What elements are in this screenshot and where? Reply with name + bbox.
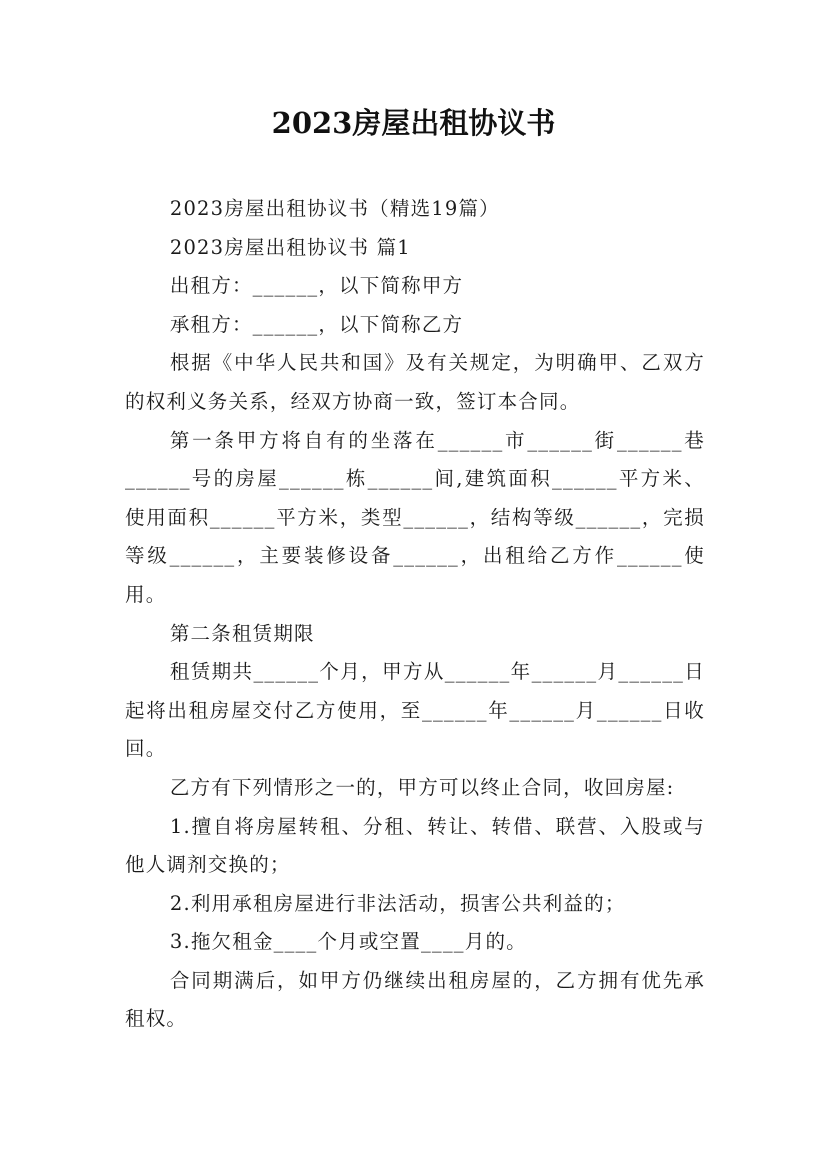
lessee-line: 承租方：______，以下简称乙方	[169, 312, 464, 336]
subtitle-paragraph: 2023房屋出租协议书（精选19篇）	[169, 197, 500, 220]
article-1-paragraph: 第一条甲方将自有的坐落在______市______街______巷______号的房屋______栋______间,建筑面积______平方米、使用面积______平方米，类型______，结构等级______，完损等级______，主要装修设备______，出租给乙方作______使用。	[125, 428, 705, 606]
lessor-line: 出租方：______，以下简称甲方	[169, 274, 464, 298]
preamble-paragraph: 根据《中华人民共和国》及有关规定，为明确甲、乙双方的权利义务关系，经双方协商一致，签订本合同。	[125, 351, 705, 413]
document-body	[125, 190, 705, 1039]
document-title: 2023房屋出租协议书	[271, 106, 556, 140]
termination-intro-paragraph: 乙方有下列情形之一的，甲方可以终止合同，收回房屋:	[169, 775, 675, 799]
termination-item-1: 1.擅自将房屋转租、分租、转让、转借、联营、入股或与他人调剂交换的；	[125, 814, 705, 877]
article-2-heading: 第二条租赁期限	[169, 621, 315, 645]
lease-term-paragraph: 租赁期共______个月，甲方从______年______月______日起将出租房屋交付乙方使用，至______年______月______日收回。	[125, 660, 705, 761]
priority-lease-paragraph: 合同期满后，如甲方仍继续出租房屋的，乙方拥有优先承租权。	[125, 968, 705, 1031]
section-heading: 2023房屋出租协议书 篇1	[169, 235, 411, 259]
termination-item-2: 2.利用承租房屋进行非法活动，损害公共利益的；	[169, 891, 626, 915]
termination-item-3: 3.拖欠租金____个月或空置____月的。	[169, 930, 527, 954]
